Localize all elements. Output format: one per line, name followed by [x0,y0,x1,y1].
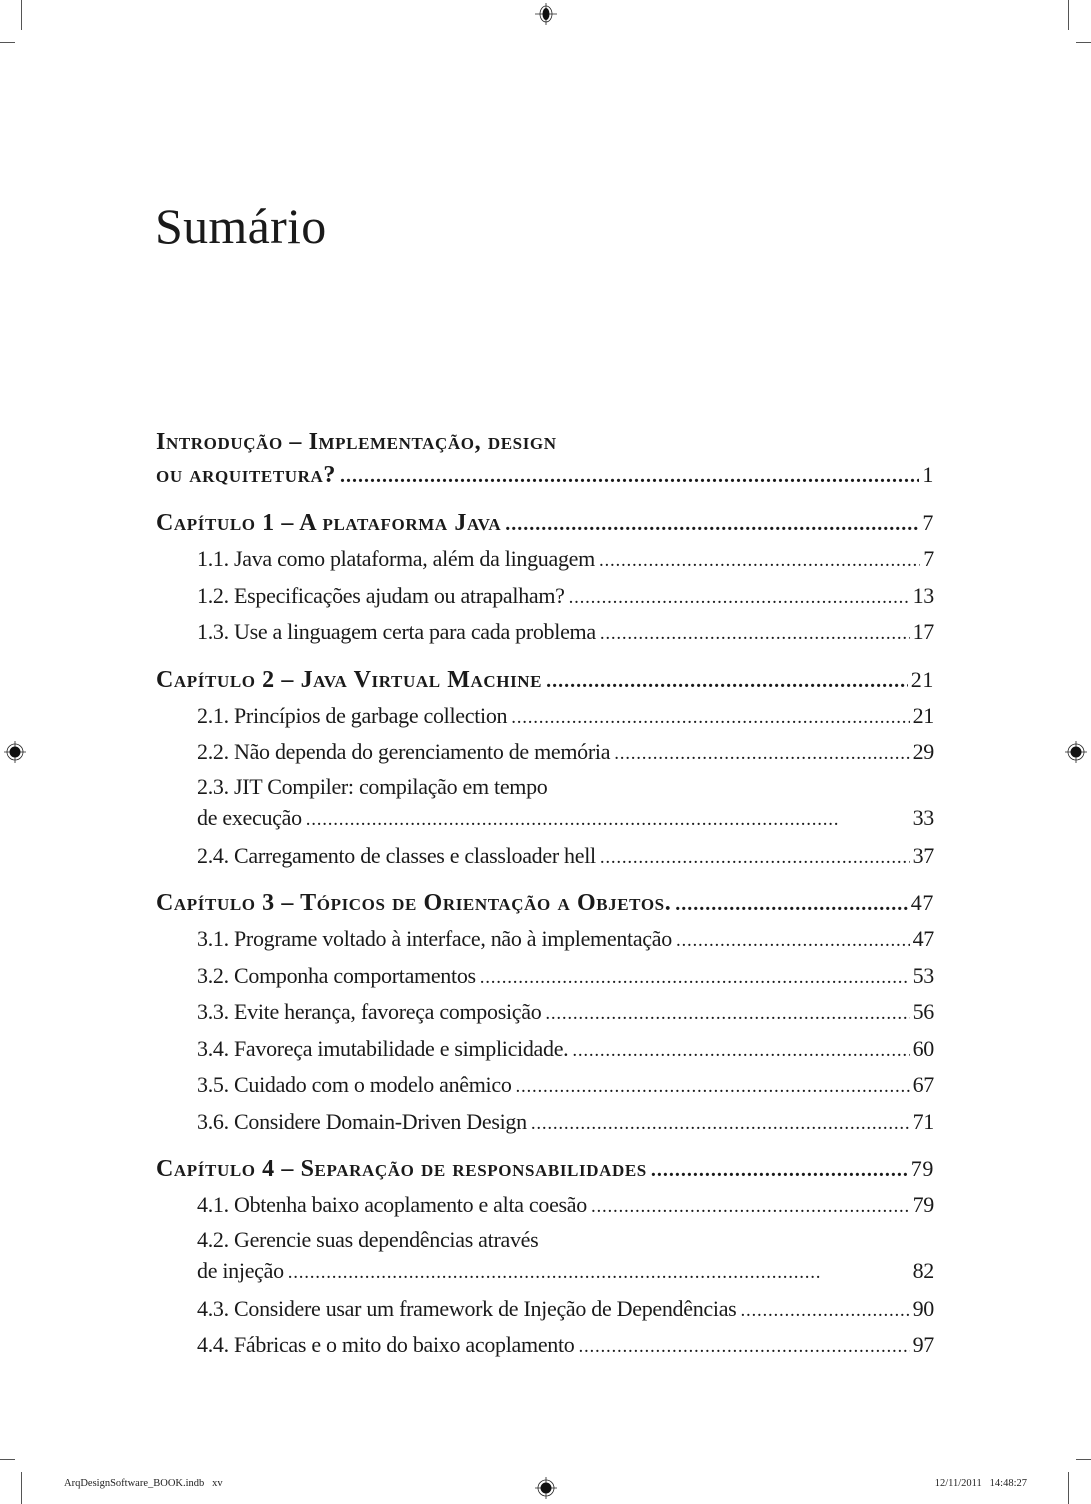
toc-page-number: 60 [912,1035,934,1061]
toc-section-2-2[interactable] [156,734,934,771]
dot-leader [545,996,909,1033]
toc-page-number: 1 [922,462,934,487]
toc-section-3-1[interactable] [156,921,934,958]
toc-intro-entry[interactable] [156,424,934,494]
toc-section-title: 3.6. Considere Domain-Driven Design [197,1108,527,1134]
toc-section-1-2[interactable] [156,578,934,615]
toc-section-title-line2: de execução [197,804,302,830]
toc-section-2-1[interactable] [156,698,934,735]
toc-chapter-1[interactable] [156,505,934,541]
registration-mark-icon [4,741,26,763]
toc-chapter-title: Capítulo 2 – Java Virtual Machine [156,666,543,693]
toc-chapter-2[interactable] [156,662,934,698]
toc-section-3-6[interactable] [156,1104,934,1141]
dot-leader [600,616,910,653]
toc-page-number: 7 [923,546,934,571]
toc-page-number: 29 [912,739,934,764]
crop-mark-bottom-left-horizontal [0,1459,15,1460]
toc-section-3-2[interactable] [156,958,934,995]
toc-section-2-4[interactable] [156,838,934,875]
crop-mark-bottom-right-horizontal [1076,1459,1091,1460]
toc-section-title: 3.1. Programe voltado à interface, não à implementação [197,926,672,951]
crop-mark-top-right-vertical [1068,0,1069,30]
dot-leader [740,1293,909,1330]
toc-page-number: 33 [912,804,934,830]
toc-page-number: 17 [912,619,934,644]
toc-section-title: 1.3. Use a linguagem certa para cada problema [197,619,596,644]
toc-section-title: 3.5. Cuidado com o modelo anêmico [197,1072,512,1097]
footer-file-info: ArqDesignSoftware_BOOK.indb xv [64,1478,223,1489]
toc-page-number: 79 [910,1156,934,1181]
toc-section-3-5[interactable] [156,1067,934,1104]
dot-leader [306,804,910,836]
toc-section-4-1[interactable] [156,1187,934,1224]
toc-section-title: 2.1. Princípios de garbage collection [197,702,508,728]
dot-leader [675,886,908,922]
dot-leader [651,1152,908,1188]
dot-leader [511,700,909,737]
toc-page-number: 13 [912,582,934,608]
toc-section-title: 4.1. Obtenha baixo acoplamento e alta coesão [197,1192,587,1217]
dot-leader [591,1189,910,1226]
toc-chapter-4[interactable] [156,1151,934,1187]
toc-section-title-line1: 2.3. JIT Compiler: compilação em tempo [197,773,548,799]
toc-page-number: 53 [912,962,934,988]
toc-page-number: 47 [912,926,934,951]
toc-chapter-3[interactable] [156,885,934,921]
crop-mark-top-left-horizontal [0,42,15,43]
toc-page-number: 71 [912,1108,934,1134]
toc-section-title: 3.3. Evite herança, favoreça composição [197,999,542,1024]
toc-chapter-title: Capítulo 1 – A plataforma Java [156,510,502,536]
toc-intro-title-line1: Introdução – Implementação, design [156,429,557,455]
dot-leader [572,1033,909,1070]
dot-leader [480,960,910,997]
toc-section-title: 2.2. Não dependa do gerenciamento de memória [197,739,611,764]
toc-page-number: 67 [912,1072,934,1097]
toc-section-1-3[interactable] [156,614,934,651]
dot-leader [614,736,909,773]
toc-section-3-3[interactable] [156,994,934,1031]
registration-mark-icon [1065,741,1087,763]
toc-page-number: 21 [912,702,934,728]
toc-section-title: 3.4. Favoreça imutabilidade e simplicidade. [197,1035,569,1061]
crop-mark-bottom-right-vertical [1068,1472,1069,1504]
dot-leader [546,663,908,699]
table-of-contents [156,424,934,1364]
crop-mark-top-left-vertical [21,0,22,30]
toc-chapter-title: Capítulo 4 – Separação de responsabilidades [156,1156,647,1182]
toc-section-3-4[interactable] [156,1031,934,1068]
toc-section-4-2[interactable] [156,1224,934,1291]
toc-section-title: 1.1. Java como plataforma, além da linguagem [197,546,595,571]
toc-section-2-3[interactable] [156,771,934,838]
toc-page-number: 21 [910,666,934,692]
dot-leader [599,543,920,580]
toc-section-title-line2: de injeção [197,1257,284,1283]
toc-section-1-1[interactable] [156,541,934,578]
toc-section-title: 1.2. Especificações ajudam ou atrapalham? [197,582,565,608]
toc-section-title: 4.4. Fábricas e o mito do baixo acoplamento [197,1332,575,1357]
toc-page-number: 37 [912,842,934,868]
toc-section-title: 2.4. Carregamento de classes e classloader hell [197,842,596,868]
toc-section-title: 4.3. Considere usar um framework de Injeção de Dependências [197,1295,737,1321]
toc-intro-title-line2: ou arquitetura? [156,462,337,488]
toc-page-number: 97 [912,1332,934,1357]
toc-page-number: 79 [912,1192,934,1217]
footer-datetime: 12/11/2011 14:48:27 [934,1478,1027,1489]
toc-page-number: 90 [912,1295,934,1321]
dot-leader [676,923,910,960]
toc-page-number: 7 [922,510,934,535]
registration-mark-icon [535,1477,557,1499]
toc-section-title-line1: 4.2. Gerencie suas dependências através [197,1226,539,1252]
toc-section-4-4[interactable] [156,1327,934,1364]
crop-mark-bottom-left-vertical [21,1472,22,1504]
dot-leader [288,1257,910,1289]
toc-section-4-3[interactable] [156,1291,934,1328]
crop-mark-top-right-horizontal [1076,42,1091,43]
toc-page-number: 56 [912,999,934,1024]
toc-page-number: 82 [912,1257,934,1283]
dot-leader [531,1106,910,1143]
dot-leader [600,840,910,877]
dot-leader [505,506,919,542]
dot-leader [340,461,919,491]
toc-page-number: 47 [910,890,934,915]
toc-section-title: 3.2. Componha comportamentos [197,962,476,988]
dot-leader [579,1329,910,1366]
registration-mark-icon [535,3,557,25]
dot-leader [516,1069,910,1106]
toc-chapter-title: Capítulo 3 – Tópicos de Orientação a Objetos. [156,890,672,916]
page-title: Sumário [155,198,327,254]
dot-leader [569,580,910,617]
